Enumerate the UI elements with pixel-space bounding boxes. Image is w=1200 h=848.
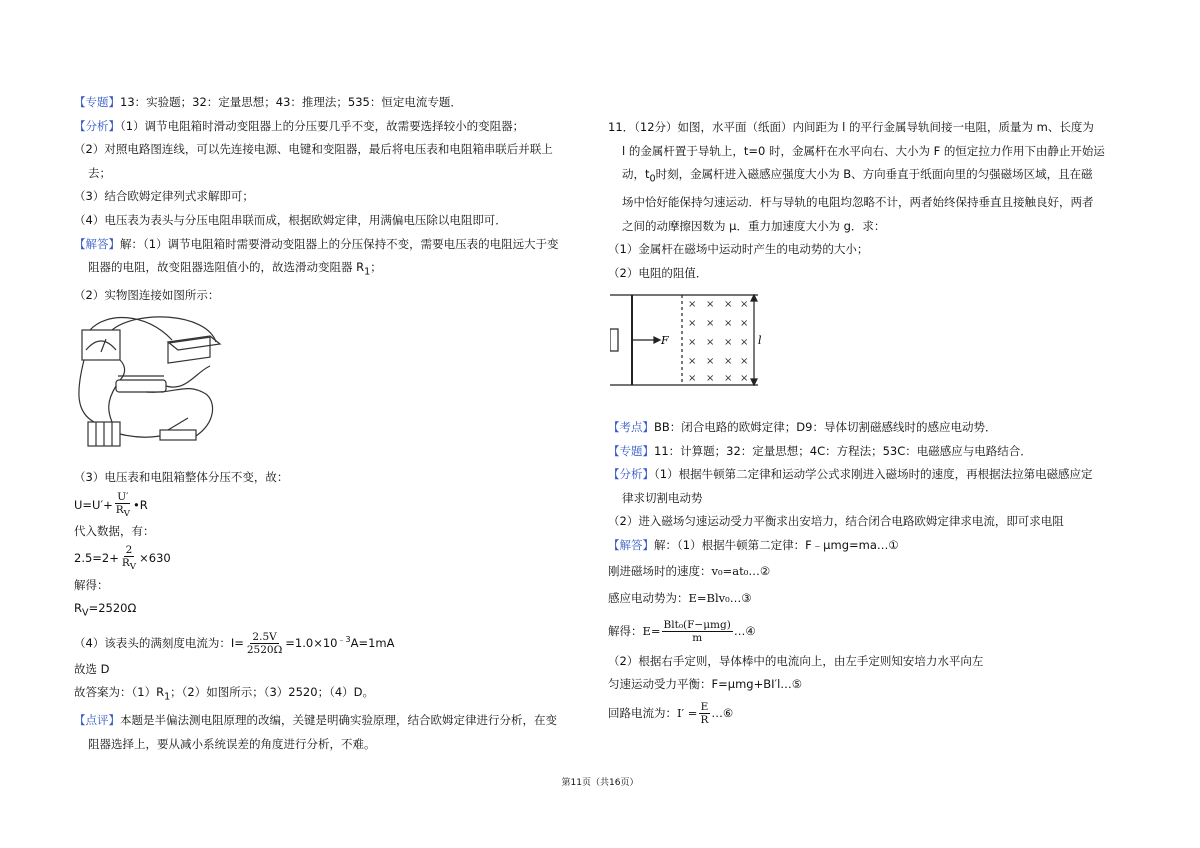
current-line-fraction xyxy=(698,701,710,726)
answer-line-4: 代入数据，有： xyxy=(74,523,155,538)
solve-text: 解得： xyxy=(608,623,643,638)
tag-analysis: 【分析】 xyxy=(74,118,120,133)
rv-value: =2520Ω xyxy=(88,601,137,616)
balance-line: 匀速运动受力平衡：F=μmg+BI′l…⑤ xyxy=(608,677,803,692)
equation-1 xyxy=(74,490,594,520)
eq2-left: 2.5=2+ xyxy=(74,551,119,566)
emf-mark: …③ xyxy=(729,590,752,605)
subscript: 1 xyxy=(364,266,371,278)
answer-line-right xyxy=(608,534,1156,558)
tag-answer: 【解答】 xyxy=(74,236,120,251)
current-line-left: I′ = xyxy=(677,705,698,720)
analysis-line-4: （4）电压表为表头与分压电阻串联而成，根据欧姆定律，用满偏电压除以电阻即可． xyxy=(74,212,507,227)
final-answer-rest: ；（2）如图所示；（3）2520；（4）D。 xyxy=(170,685,374,700)
svg-text:×: × xyxy=(740,356,749,368)
current-text: （4）该表头的满刻度电流为：I= xyxy=(74,635,244,650)
tag-keypoint: 【考点】 xyxy=(608,420,654,435)
svg-text:×: × xyxy=(724,337,733,349)
svg-text:×: × xyxy=(740,318,749,330)
switch-lever xyxy=(168,418,188,430)
question-line-1: 11．（12分）如图，水平面（纸面）内间距为 l 的平行金属导轨间接一电阻，质量为 m、长度为 xyxy=(608,120,1094,134)
current-exponent: ﹣3 xyxy=(337,635,351,644)
current-fraction xyxy=(245,631,284,656)
answer-text-right-1: 解：（1）根据牛顿第二定律：F﹣μmg=ma…① xyxy=(654,538,899,553)
comment-text-1: 本题是半偏法测电阻原理的改编，关键是明确实验原理，结合欧姆定律进行分析，在变 xyxy=(120,713,557,728)
svg-text:×: × xyxy=(724,373,733,385)
velocity-text: 刚进磁场时的速度： xyxy=(608,563,712,578)
question-line-6: （1）金属杆在磁场中运动时产生的电动势的大小； xyxy=(608,242,869,257)
answer-line-3: （3）电压表和电阻箱整体分压不变，故： xyxy=(74,470,289,485)
topic-text: 13：实验题；32：定量思想；43：推理法；535：恒定电流专题． xyxy=(120,95,462,109)
analysis-text-1: （1）调节电阻箱时滑动变阻器上的分压要几乎不变，故需要选择较小的变阻器； xyxy=(120,118,525,133)
topic-text-right: 11：计算题；32：定量思想；4C：方程法；53C：电磁感应与电路结合． xyxy=(654,443,1032,458)
q3-rest: 时刻，金属杆进入磁感应强度大小为 B、方向垂直于纸面向里的匀强磁场区域，且在磁 xyxy=(655,167,1093,182)
left-column xyxy=(74,91,594,757)
current-result: =1.0×10 xyxy=(285,635,338,650)
rail-diagram xyxy=(610,289,770,401)
punct: ； xyxy=(370,260,382,275)
wire xyxy=(146,388,213,435)
eq1-den-sub: V xyxy=(123,508,130,519)
current-line-denominator: R xyxy=(700,713,709,726)
eq2-den-text: R xyxy=(121,557,130,570)
question-line-7: （2）电阻的阻值． xyxy=(608,265,708,280)
equation-2 xyxy=(74,543,594,573)
wire xyxy=(166,366,210,387)
eq2-numerator: 2 xyxy=(125,544,133,557)
svg-text:×: × xyxy=(724,356,733,368)
svg-text:×: × xyxy=(706,373,715,385)
answer-line-8: 故选 D xyxy=(74,661,110,676)
eq1-fraction xyxy=(114,491,132,520)
answer-line xyxy=(74,233,594,257)
answer-line-cont xyxy=(74,256,594,284)
eq1-denominator xyxy=(114,504,132,520)
rv-sub: V xyxy=(82,607,89,619)
svg-text:×: × xyxy=(688,356,697,368)
question-line-3 xyxy=(608,163,1156,191)
solve-line xyxy=(608,612,1156,650)
analysis-line-3: （3）结合欧姆定律列式求解即可； xyxy=(74,189,254,204)
tag-analysis-right: 【分析】 xyxy=(608,467,654,482)
wire xyxy=(120,360,125,380)
emf-eq: E=Blv₀ xyxy=(688,590,730,605)
answer-line-6 xyxy=(74,597,594,625)
circuit-figure xyxy=(76,312,594,461)
answer-text-2: 阻器的电阻，故变阻器选阻值小的，故选滑动变阻器 R xyxy=(88,260,365,275)
final-sub: 1 xyxy=(164,691,171,703)
current-line xyxy=(608,697,1156,729)
svg-text:×: × xyxy=(724,318,733,330)
velocity-line xyxy=(608,558,1156,585)
rv-symbol: R xyxy=(74,601,82,616)
answer-line-2: （2）实物图连接如图所示： xyxy=(74,288,220,303)
solve-fraction xyxy=(662,619,733,644)
wire xyxy=(79,360,94,422)
analysis-line xyxy=(74,115,594,139)
analysis-line-2: （2）对照电路图连线，可以先连接电源、电键和变阻器，最后将电压表和电阻箱串联后并联上 xyxy=(74,142,553,157)
svg-text:×: × xyxy=(688,318,697,330)
velocity-mark: …② xyxy=(748,563,771,578)
magnetic-field-crosses xyxy=(688,299,748,384)
topic-line-right xyxy=(608,440,1156,464)
svg-text:×: × xyxy=(706,299,715,311)
resistance-box-top xyxy=(168,336,220,350)
svg-text:×: × xyxy=(706,356,715,368)
final-answer-text: 故答案为：（1）R xyxy=(74,685,165,700)
tag-comment: 【点评】 xyxy=(74,713,120,728)
page-footer: 第11页（共16页） xyxy=(561,778,639,788)
current-unit: A=1mA xyxy=(350,635,395,650)
switch-base xyxy=(160,430,196,440)
question-line-2: l 的金属杆置于导轨上，t=0 时，金属杆在水平向右、大小为 F 的恒定拉力作用下由静止开始运 xyxy=(622,143,1105,158)
length-label: l xyxy=(758,334,762,348)
resistor xyxy=(610,329,618,351)
svg-text:×: × xyxy=(706,337,715,349)
answer-line-7 xyxy=(74,625,594,658)
rail-figure xyxy=(610,289,1156,410)
wire xyxy=(109,386,116,422)
analysis-line-right-2: （2）进入磁场匀速运动受力平衡求出安培力，结合闭合电路欧姆定律求电流，即可求电阻 xyxy=(608,514,1064,529)
current-denominator: 2520Ω xyxy=(246,643,283,656)
emf-line xyxy=(608,585,1156,612)
eq2-denominator xyxy=(120,557,138,573)
rheostat xyxy=(116,380,166,392)
velocity-eq: v₀=at₀ xyxy=(711,563,749,578)
svg-text:×: × xyxy=(724,299,733,311)
analysis-line-2-cont: 去； xyxy=(88,165,111,180)
analysis-line-right-cont: 律求切割电动势 xyxy=(622,490,703,505)
current-numerator: 2.5V xyxy=(252,630,277,643)
tag-topic: 【专题】 xyxy=(74,95,120,109)
analysis-line-right xyxy=(608,463,1156,487)
eq2-right: ×630 xyxy=(139,551,171,566)
svg-text:×: × xyxy=(740,299,749,311)
svg-text:×: × xyxy=(740,373,749,385)
voltmeter-body xyxy=(82,330,120,360)
current-line-mark: …⑥ xyxy=(711,705,734,720)
eq1-numerator: U′ xyxy=(117,490,129,503)
question-line-5: 之间的动摩擦因数为 μ．重力加速度大小为 g．求： xyxy=(622,218,886,233)
svg-text:×: × xyxy=(706,318,715,330)
right-column xyxy=(608,116,1156,729)
force-label: F xyxy=(661,334,669,348)
eq2-fraction xyxy=(120,544,138,573)
keypoint-text: BB：闭合电路的欧姆定律；D9：导体切割磁感线时的感应电动势． xyxy=(654,420,997,435)
answer-text-1: 解：（1）调节电阻箱时需要滑动变阻器上的分压保持不变，需要电压表的电阻远大于变 xyxy=(120,236,559,251)
solve-mark: …④ xyxy=(733,623,756,638)
eq1-den-text: R xyxy=(115,503,124,516)
tag-answer-right: 【解答】 xyxy=(608,538,654,553)
topic-line xyxy=(74,91,594,115)
analysis-text-right-1: （1）根据牛顿第二定律和运动学公式求刚进入磁场时的速度，再根据法拉第电磁感应定 xyxy=(654,467,1093,482)
eq1-left: U=U′+ xyxy=(74,497,113,512)
current-line-text: 回路电流为： xyxy=(608,705,677,720)
answer-line-5: 解得： xyxy=(74,577,109,592)
question-line-4: 场中恰好能保持匀速运动．杆与导轨的电阻均忽略不计，两者始终保持垂直且接触良好，两者 xyxy=(622,195,1094,210)
svg-text:×: × xyxy=(688,337,697,349)
wire xyxy=(120,434,160,437)
svg-text:×: × xyxy=(688,373,697,385)
comment-line xyxy=(74,709,594,733)
q3-start: 动，t xyxy=(622,167,650,182)
q3-sub: 0 xyxy=(649,173,656,185)
voltmeter-dial xyxy=(86,341,116,350)
solve-denominator: m xyxy=(692,631,703,644)
svg-text:×: × xyxy=(688,299,697,311)
solve-numerator: Blt₀(F−μmg) xyxy=(663,618,731,631)
eq1-right: •R xyxy=(132,497,148,512)
comment-line-cont: 阻器选择上，要从减小系统误差的角度进行分析，不难。 xyxy=(88,736,376,751)
emf-text: 感应电动势为： xyxy=(608,590,689,605)
solve-left: E= xyxy=(642,623,661,638)
final-answer-line xyxy=(74,681,594,709)
arrow-head xyxy=(654,337,660,343)
circuit-diagram xyxy=(76,312,226,452)
svg-text:×: × xyxy=(740,337,749,349)
part2-line: （2）根据右手定则，导体棒中的电流向上，由左手定则知安培力水平向左 xyxy=(608,653,984,668)
tag-topic-right: 【专题】 xyxy=(608,443,654,458)
keypoint-line xyxy=(608,416,1156,440)
eq2-den-sub: V xyxy=(129,562,137,573)
current-line-numerator: E xyxy=(700,700,709,713)
